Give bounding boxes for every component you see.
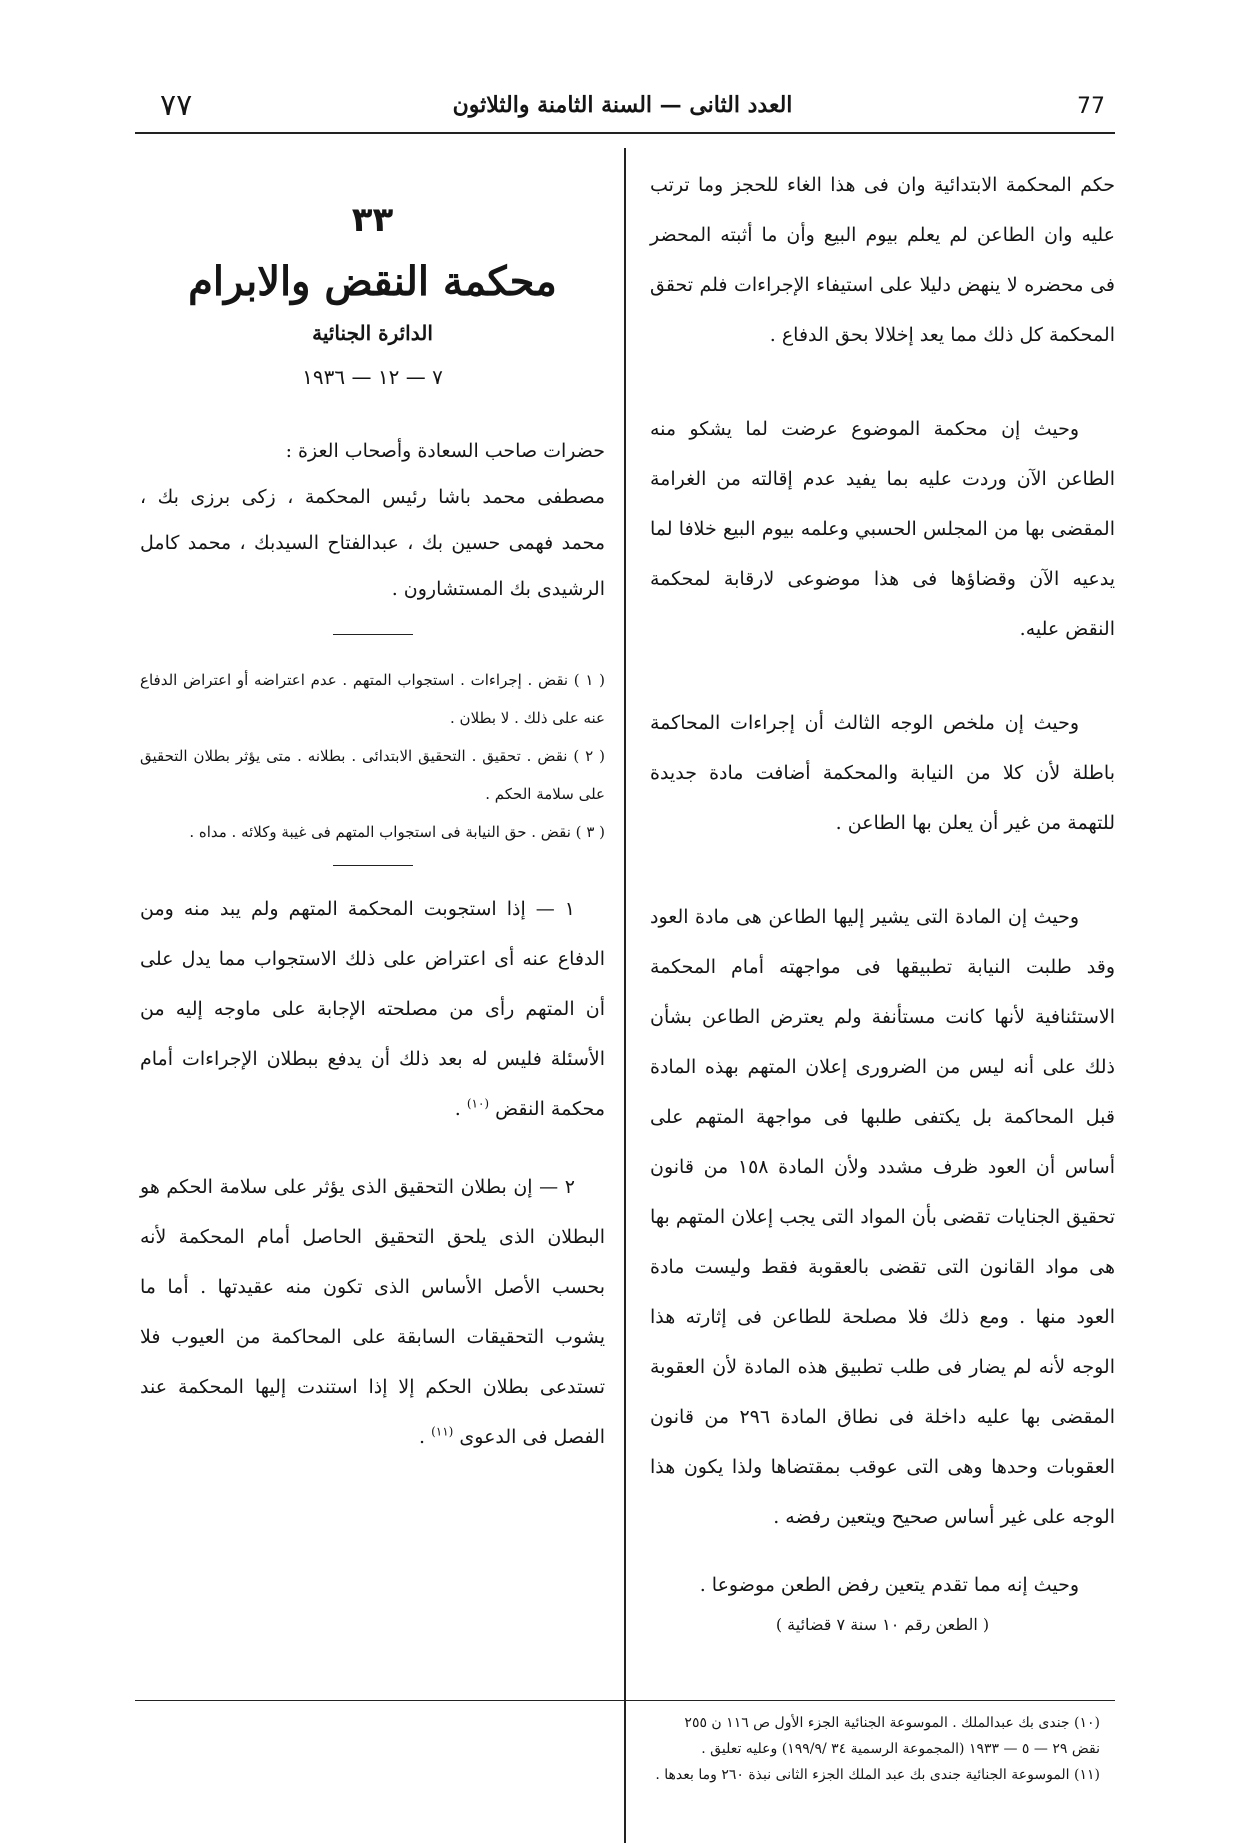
running-title: العدد الثانى — السنة الثامنة والثلاثون bbox=[452, 92, 793, 118]
judges-intro: حضرات صاحب السعادة وأصحاب العزة : bbox=[285, 440, 605, 462]
holding bbox=[140, 884, 605, 1134]
holding-end: . bbox=[418, 1426, 432, 1448]
footnote: نقض ٢٩ — ٥ — ١٩٣٣ (المجموعة الرسمية ٣٤ /١٩٩/٩) وعليه تعليق . bbox=[701, 1741, 1100, 1757]
section-rule bbox=[333, 865, 413, 866]
footnote: (١٠) جندى بك عبدالملك . الموسوعة الجنائية الجزء الأول ص ١١٦ ن ٢٥٥ bbox=[684, 1715, 1100, 1731]
paragraph: وحيث إن ملخص الوجه الثالث أن إجراءات المحاكمة باطلة لأن كلا من النيابة والمحكمة أضافت مادة جديدة للتهمة من غير أن يعلن بها الطاعن . bbox=[650, 712, 1115, 834]
page-number-arabic: ٧٧ bbox=[160, 88, 193, 123]
footnote-rule bbox=[135, 1700, 1115, 1701]
page-header bbox=[130, 88, 1115, 128]
holding-text: ٢ — إن بطلان التحقيق الذى يؤثر على سلامة الحكم هو البطلان الذى يلحق التحقيق الحاصل أمام المحكمة لأنه بحسب الأصل الأساس الذى تكون منه عقيدتها . أما ما يشوب التحقيقات السابقة على المحاكمة من العيوب فلا تستدعى بطلان الحكم إلا إذا استندت إليها المحكمة عند الفصل فى الدعوى bbox=[140, 1176, 605, 1448]
footnote-ref: (١٠) bbox=[466, 1096, 490, 1111]
headnote: ( ١ ) نقض . إجراءات . استجواب المتهم . عدم اعتراضه أو اعتراض الدفاع عنه على ذلك . لا بطلان . bbox=[140, 671, 605, 727]
column-divider bbox=[624, 148, 626, 1843]
session-date: ٧ — ١٢ — ١٩٣٦ bbox=[302, 365, 443, 389]
page-number-latin: 77 bbox=[1077, 94, 1105, 119]
headnote: ( ٢ ) نقض . تحقيق . التحقيق الابتدائى . بطلانه . متى يؤثر بطلان التحقيق على سلامة الحكم . bbox=[140, 747, 605, 803]
footnote: (١١) الموسوعة الجنائية جندى بك عبد الملك الجزء الثانى نبذة ٢٦٠ وما بعدها . bbox=[655, 1767, 1100, 1783]
court-title: محكمة النقض والابرام bbox=[188, 258, 557, 305]
paragraph: وحيث إن المادة التى يشير إليها الطاعن هى مادة العود وقد طلبت النيابة تطبيقها فى مواجهته أمام المحكمة الاستئنافية لأنها كانت مستأنفة ولم يعترض الطاعن بشأن ذلك على أنه ليس من الضرورى إعلان المتهم بهذه المادة قبل المحاكمة بل يكتفى طلبها فى مواجهة المتهم على أساس أن العود ظرف مشدد ولأن المادة ١٥٨ من قانون تحقيق الجنايات تقضى بأن المواد التى يجب إعلان المتهم بها هى مواد القانون التى تقضى بالعقوبة فقط وليست مادة العود منها . ومع ذلك فلا مصلحة للطاعن فى إثارته هذا الوجه لأنه لم يضار فى طلب تطبيق هذه المادة لأن العقوبة المقضى بها عليه داخلة فى نطاق المادة ٢٩٦ من قانون العقوبات وحدها وهى التى عوقب بمقتضاها ولذا يكون هذا الوجه على غير أساس صحيح ويتعين رفضه . bbox=[650, 906, 1115, 1528]
headnote: ( ٣ ) نقض . حق النيابة فى استجواب المتهم فى غيبة وكلائه . مداه . bbox=[189, 823, 605, 841]
header-rule bbox=[135, 132, 1115, 134]
section-rule bbox=[333, 634, 413, 635]
right-column bbox=[650, 160, 1115, 1640]
left-column bbox=[140, 160, 605, 1462]
paragraph: وحيث إنه مما تقدم يتعين رفض الطعن موضوعا . bbox=[699, 1574, 1079, 1596]
holding-end: . bbox=[454, 1098, 467, 1120]
case-number: ٣٣ bbox=[351, 200, 394, 240]
judges-list: مصطفى محمد باشا رئيس المحكمة ، زكى برزى بك ، محمد فهمى حسين بك ، عبدالفتاح السيدبك ، محمد كامل الرشيدى بك المستشارون . bbox=[140, 486, 605, 600]
footnotes bbox=[500, 1710, 1100, 1788]
paragraph: حكم المحكمة الابتدائية وان فى هذا الغاء للحجز وما ترتب عليه وان الطاعن لم يعلم بيوم البيع وأن ما أثبته المحضر فى محضره لا ينهض دليلا على استيفاء الإجراءات فلم تحقق المحكمة كل ذلك مما يعد إخلالا بحق الدفاع . bbox=[650, 174, 1115, 346]
footnote-ref: (١١) bbox=[431, 1424, 454, 1439]
case-citation: ( الطعن رقم ١٠ سنة ٧ قضائية ) bbox=[775, 1615, 990, 1634]
circuit-name: الدائرة الجنائية bbox=[312, 321, 433, 345]
paragraph: وحيث إن محكمة الموضوع عرضت لما يشكو منه الطاعن الآن وردت عليه بما يفيد عدم إقالته من الغرامة المقضى بها من المجلس الحسبي وعلمه بيوم البيع خلافا لما يدعيه الآن وقضاؤها فى هذا موضوعى لارقابة لمحكمة النقض عليه. bbox=[650, 418, 1115, 640]
holding bbox=[140, 1162, 605, 1462]
holding-text: ١ — إذا استجوبت المحكمة المتهم ولم يبد منه ومن الدفاع عنه أى اعتراض على ذلك الاستجواب مما يدل على أن المتهم رأى من مصلحته الإجابة على ماوجه إليه من الأسئلة فليس له بعد ذلك أن يدفع ببطلان الإجراءات أمام محكمة النقض bbox=[140, 898, 605, 1120]
